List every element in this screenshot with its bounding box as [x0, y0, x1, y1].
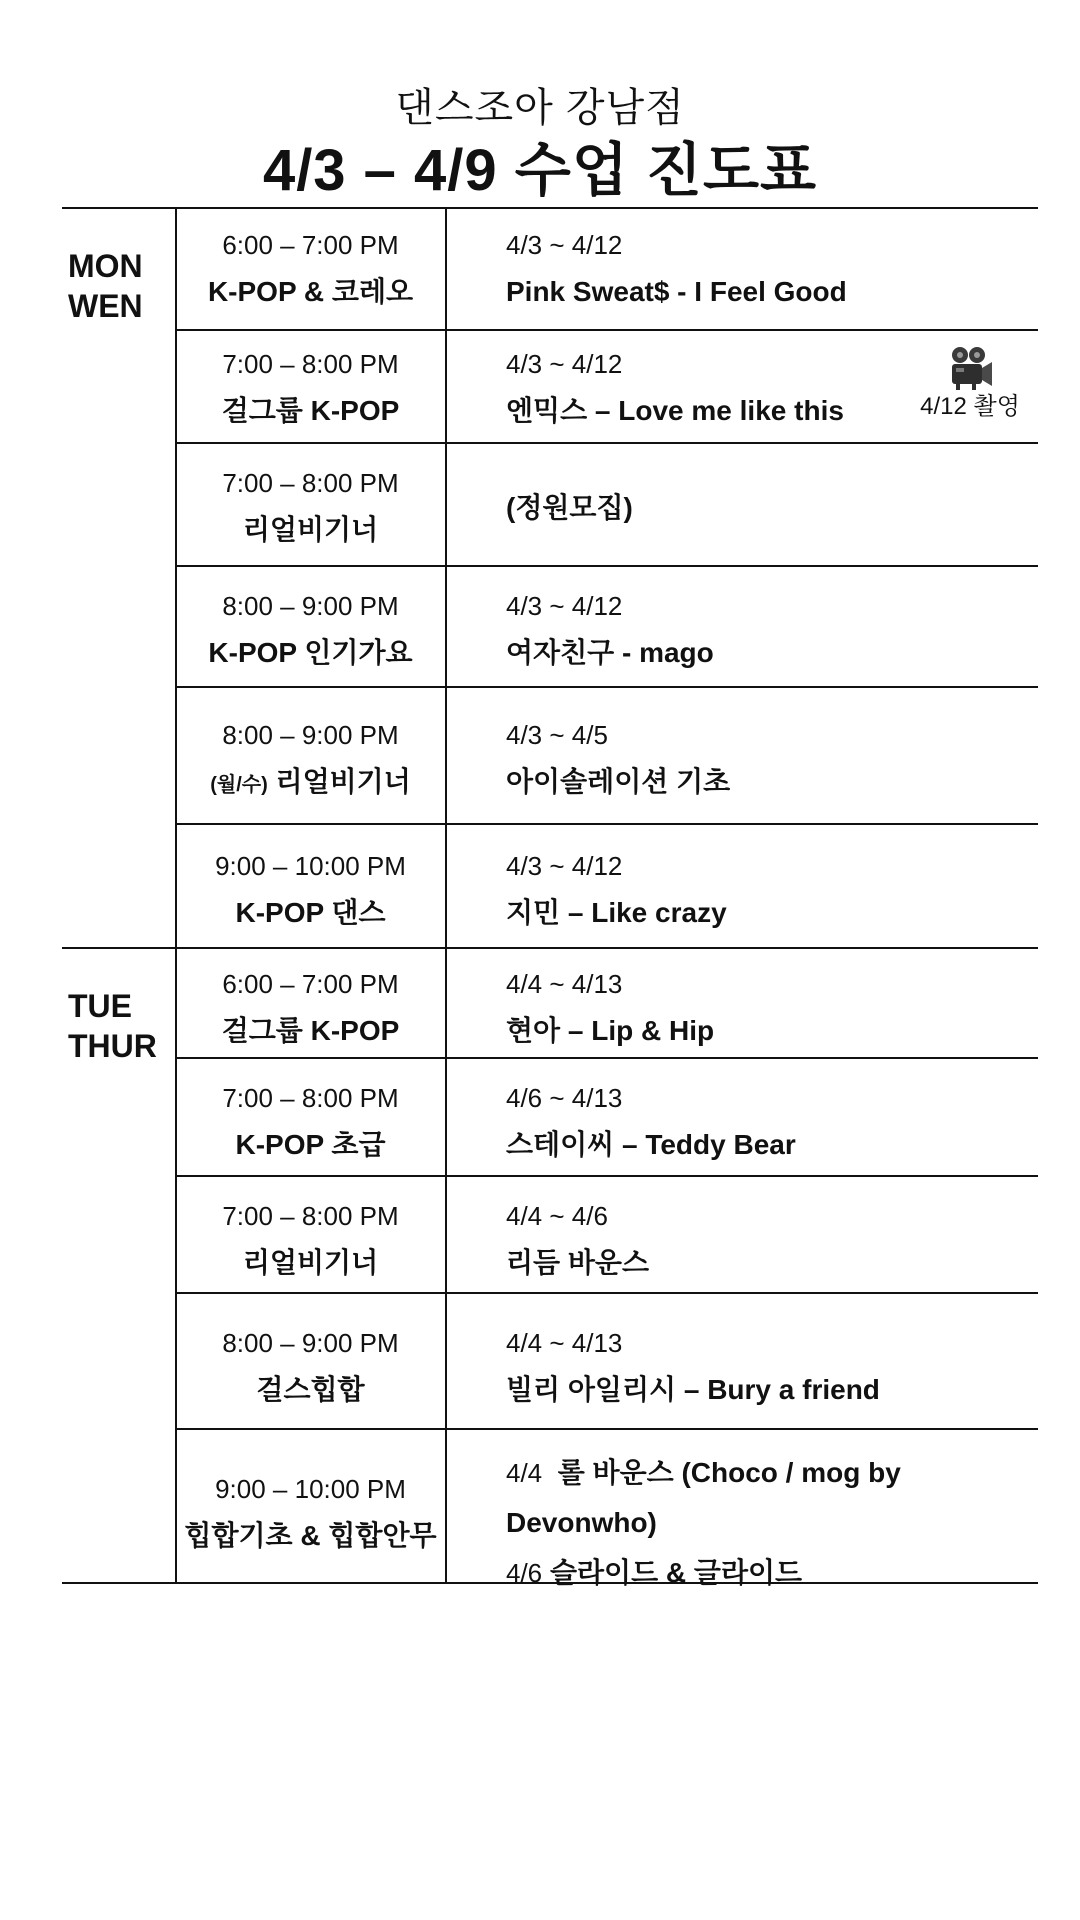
class-time: 6:00 – 7:00 PM [222, 230, 399, 260]
class-day-prefix: (월/수) [210, 774, 268, 796]
entry-date: 4/4 [506, 1458, 543, 1488]
day-label-tue-thur [68, 986, 157, 1066]
filming-date: 4/12 촬영 [920, 393, 1020, 420]
page-title: 4/3 – 4/9 수업 진도표 [262, 138, 818, 203]
progress-entry [506, 1548, 1026, 1598]
class-name: 리얼비기너 [242, 514, 379, 545]
filming-badge [910, 346, 1030, 422]
progress-dates: 4/3 ~ 4/12 [506, 349, 623, 379]
progress-dates: 4/3 ~ 4/12 [506, 230, 623, 260]
progress-cell [506, 1327, 1026, 1407]
row-divider [176, 1428, 1038, 1430]
class-cell [176, 467, 445, 547]
entry-text: 슬라이드 & 글라이드 [549, 1557, 803, 1588]
progress-song: 아이솔레이션 기초 [506, 766, 731, 797]
class-cell [176, 229, 445, 309]
class-cell [176, 1082, 445, 1162]
class-name: 리얼비기너 [242, 1247, 379, 1278]
class-name [176, 765, 445, 802]
class-name: 걸스힙합 [256, 1374, 365, 1405]
class-cell [176, 1473, 445, 1553]
page-header [0, 84, 1080, 204]
class-name: 걸그룹 K-POP [221, 395, 400, 426]
class-name: K-POP 초급 [235, 1129, 386, 1160]
class-cell [176, 968, 445, 1048]
progress-song: 엔믹스 – Love me like this [506, 395, 844, 426]
class-name: K-POP 댄스 [235, 897, 386, 928]
progress-entry [506, 1448, 1026, 1498]
row-divider [176, 686, 1038, 688]
progress-cell [506, 590, 1026, 670]
class-time: 9:00 – 10:00 PM [215, 851, 406, 881]
class-cell [176, 850, 445, 930]
class-cell [176, 348, 445, 428]
column-divider-content [445, 207, 447, 1584]
class-time: 7:00 – 8:00 PM [222, 1201, 399, 1231]
progress-cell [506, 968, 1026, 1048]
row-divider [176, 329, 1038, 331]
class-name: 걸그룹 K-POP [221, 1015, 400, 1046]
studio-name: 댄스조아 강남점 [395, 86, 685, 130]
progress-dates: 4/6 ~ 4/13 [506, 1083, 623, 1113]
row-divider [176, 823, 1038, 825]
progress-song: 여자친구 - mago [506, 637, 714, 668]
entry-text: Devonwho) [506, 1507, 657, 1538]
progress-entry [506, 1498, 1026, 1548]
class-name-text: 리얼비기너 [275, 766, 411, 797]
class-cell [176, 719, 445, 802]
row-divider [176, 565, 1038, 567]
progress-cell [506, 1448, 1026, 1598]
progress-cell [506, 850, 1026, 930]
progress-dates: 4/4 ~ 4/13 [506, 969, 623, 999]
entry-date: 4/6 [506, 1558, 543, 1588]
progress-cell [506, 229, 1026, 309]
day-label-line: THUR [68, 1028, 157, 1064]
class-time: 8:00 – 9:00 PM [222, 720, 399, 750]
progress-cell [506, 1200, 1026, 1280]
class-time: 7:00 – 8:00 PM [222, 468, 399, 498]
progress-cell [506, 719, 1026, 799]
entry-text: 롤 바운스 (Choco / mog by [557, 1457, 901, 1488]
class-cell [176, 1327, 445, 1407]
progress-song: 리듬 바운스 [506, 1247, 650, 1278]
progress-song: 스테이씨 – Teddy Bear [506, 1129, 796, 1160]
row-divider [176, 1175, 1038, 1177]
progress-song: Pink Sweat$ - I Feel Good [506, 276, 847, 307]
day-label-line: TUE [68, 988, 132, 1024]
progress-song: 지민 – Like crazy [506, 897, 727, 928]
class-time: 7:00 – 8:00 PM [222, 349, 399, 379]
row-divider [176, 442, 1038, 444]
class-time: 6:00 – 7:00 PM [222, 969, 399, 999]
class-time: 9:00 – 10:00 PM [215, 1474, 406, 1504]
progress-dates: 4/4 ~ 4/6 [506, 1201, 608, 1231]
class-time: 8:00 – 9:00 PM [222, 591, 399, 621]
day-label-line: MON [68, 248, 143, 284]
progress-song: 현아 – Lip & Hip [506, 1015, 715, 1046]
class-time: 7:00 – 8:00 PM [222, 1083, 399, 1113]
progress-song: 빌리 아일리시 – Bury a friend [506, 1374, 880, 1405]
class-name: 힙합기초 & 힙합안무 [184, 1520, 437, 1551]
class-cell [176, 1200, 445, 1280]
progress-dates: 4/3 ~ 4/12 [506, 851, 623, 881]
movie-camera-icon [946, 346, 994, 390]
group-divider [62, 947, 1038, 949]
row-divider [176, 1292, 1038, 1294]
class-time: 8:00 – 9:00 PM [222, 1328, 399, 1358]
class-name: K-POP 인기가요 [208, 637, 413, 668]
day-label-mon-wed [68, 246, 143, 326]
progress-cell [506, 491, 1026, 525]
table-top-rule [62, 207, 1038, 209]
class-cell [176, 590, 445, 670]
progress-song: (정원모집) [506, 492, 633, 523]
progress-dates: 4/3 ~ 4/5 [506, 720, 608, 750]
row-divider [176, 1057, 1038, 1059]
class-name: K-POP & 코레오 [207, 276, 414, 307]
progress-dates: 4/4 ~ 4/13 [506, 1328, 623, 1358]
day-label-line: WEN [68, 288, 143, 324]
progress-cell [506, 1082, 1026, 1162]
progress-dates: 4/3 ~ 4/12 [506, 591, 623, 621]
